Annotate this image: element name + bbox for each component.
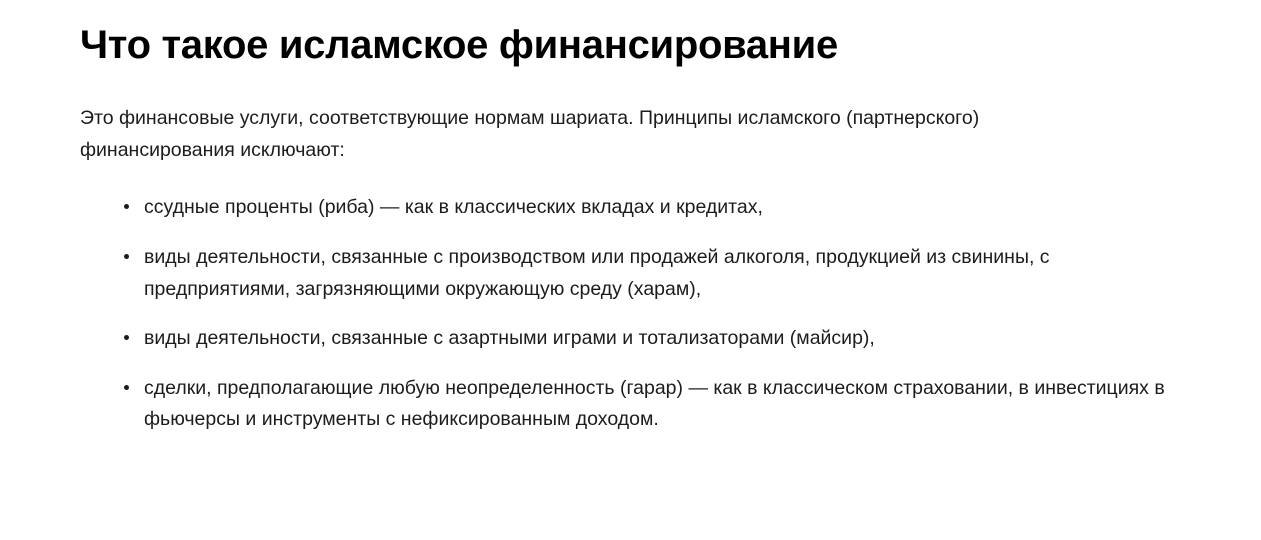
exclusions-list — [80, 192, 1181, 435]
list-item: сделки, предполагающие любую неопределенность (гарар) — как в классическом страховании, в инвестициях в фьючерсы и инструменты с нефиксированным доходом. — [80, 373, 1181, 436]
list-item: ссудные проценты (риба) — как в классических вкладах и кредитах, — [80, 192, 1181, 224]
intro-paragraph: Это финансовые услуги, соответствующие нормам шариата. Принципы исламского (партнерского) финансирования исключают: — [80, 107, 980, 161]
list-item: виды деятельности, связанные с азартными играми и тотализаторами (майсир), — [80, 323, 1181, 355]
page-title: Что такое исламское финансирование — [80, 23, 838, 67]
list-item: виды деятельности, связанные с производством или продажей алкоголя, продукцией из свинины, с предприятиями, загрязняющими окружающую среду (харам), — [80, 242, 1181, 305]
